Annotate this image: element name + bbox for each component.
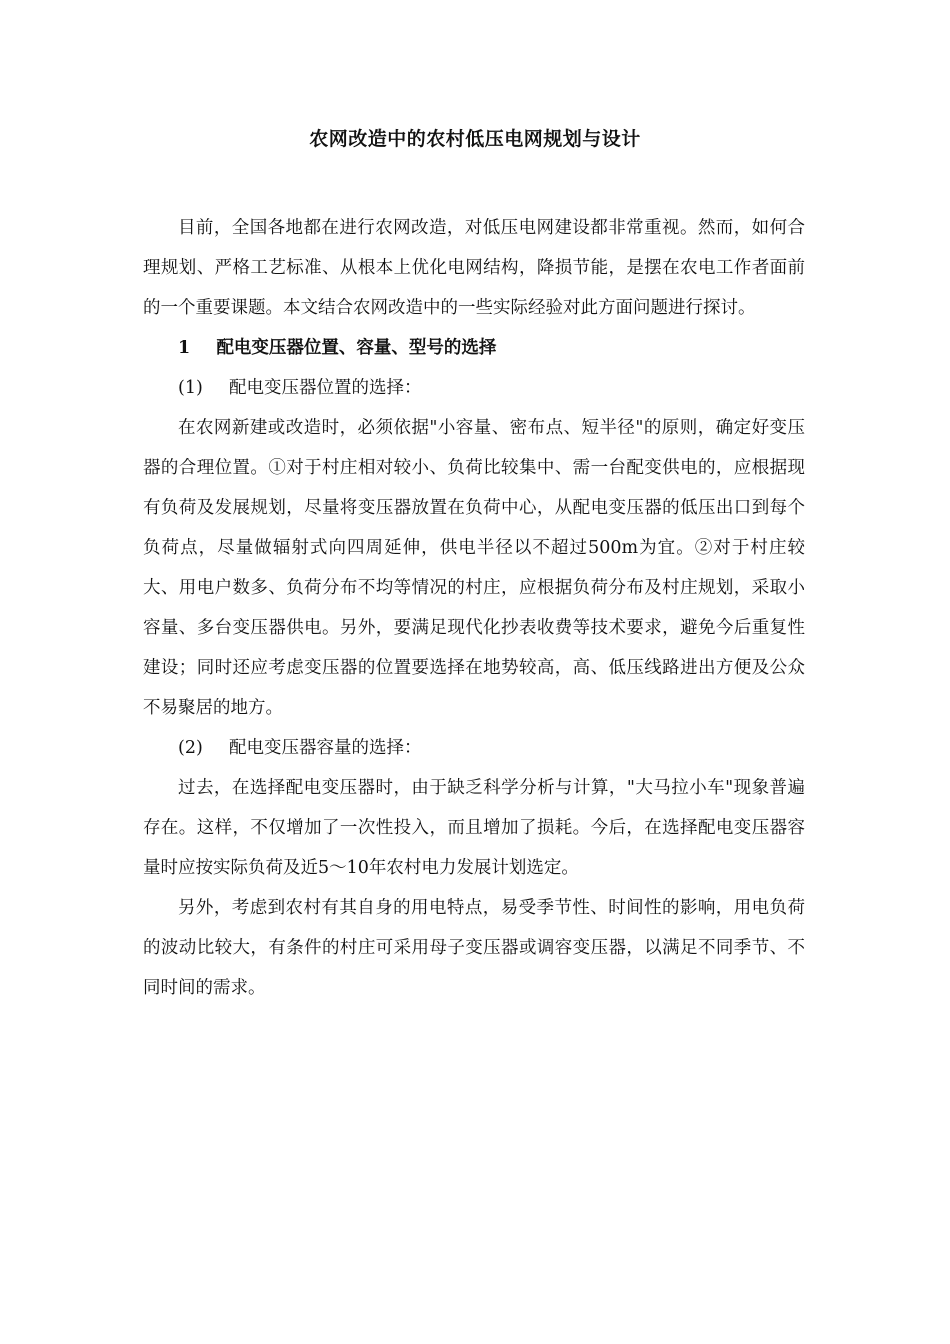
document-body <box>143 208 805 1008</box>
subsection-2-number: (2) <box>178 738 203 758</box>
intro-paragraph: 目前，全国各地都在进行农网改造，对低压电网建设都非常重视。然而，如何合理规划、严格工艺标准、从根本上优化电网结构，降损节能，是摆在农电工作者面前的一个重要课题。本文结合农网改造中的一些实际经验对此方面问题进行探讨。 <box>143 218 805 318</box>
subsection-1-heading <box>143 368 805 408</box>
subsection-2-paragraph-1: 过去，在选择配电变压器时，由于缺乏科学分析与计算，"大马拉小车"现象普遍存在。这样，不仅增加了一次性投入，而且增加了损耗。今后，在选择配电变压器容量时应按实际负荷及近5～10年农村电力发展计划选定。 <box>143 778 805 878</box>
section-1-title: 配电变压器位置、容量、型号的选择 <box>216 338 497 358</box>
subsection-2-title: 配电变压器容量的选择： <box>229 738 422 758</box>
subsection-1-title: 配电变压器位置的选择： <box>229 378 422 398</box>
subsection-2-heading <box>143 728 805 768</box>
section-1-number: 1 <box>178 338 191 358</box>
subsection-1-paragraph: 在农网新建或改造时，必须依据"小容量、密布点、短半径"的原则，确定好变压器的合理位置。①对于村庄相对较小、负荷比较集中、需一台配变供电的，应根据现有负荷及发展规划，尽量将变压器放置在负荷中心，从配电变压器的低压出口到每个负荷点，尽量做辐射式向四周延伸，供电半径以不超过500m为宜。②对于村庄较大、用电户数多、负荷分布不均等情况的村庄，应根据负荷分布及村庄规划，采取小容量、多台变压器供电。另外，要满足现代化抄表收费等技术要求，避免今后重复性建设；同时还应考虑变压器的位置要选择在地势较高，高、低压线路进出方便及公众不易聚居的地方。 <box>143 418 805 718</box>
subsection-2-paragraph-2: 另外，考虑到农村有其自身的用电特点，易受季节性、时间性的影响，用电负荷的波动比较大，有条件的村庄可采用母子变压器或调容变压器，以满足不同季节、不同时间的需求。 <box>143 898 805 998</box>
document-title: 农网改造中的农村低压电网规划与设计 <box>309 128 641 150</box>
section-1-heading <box>143 328 805 368</box>
subsection-1-number: (1) <box>178 378 203 398</box>
